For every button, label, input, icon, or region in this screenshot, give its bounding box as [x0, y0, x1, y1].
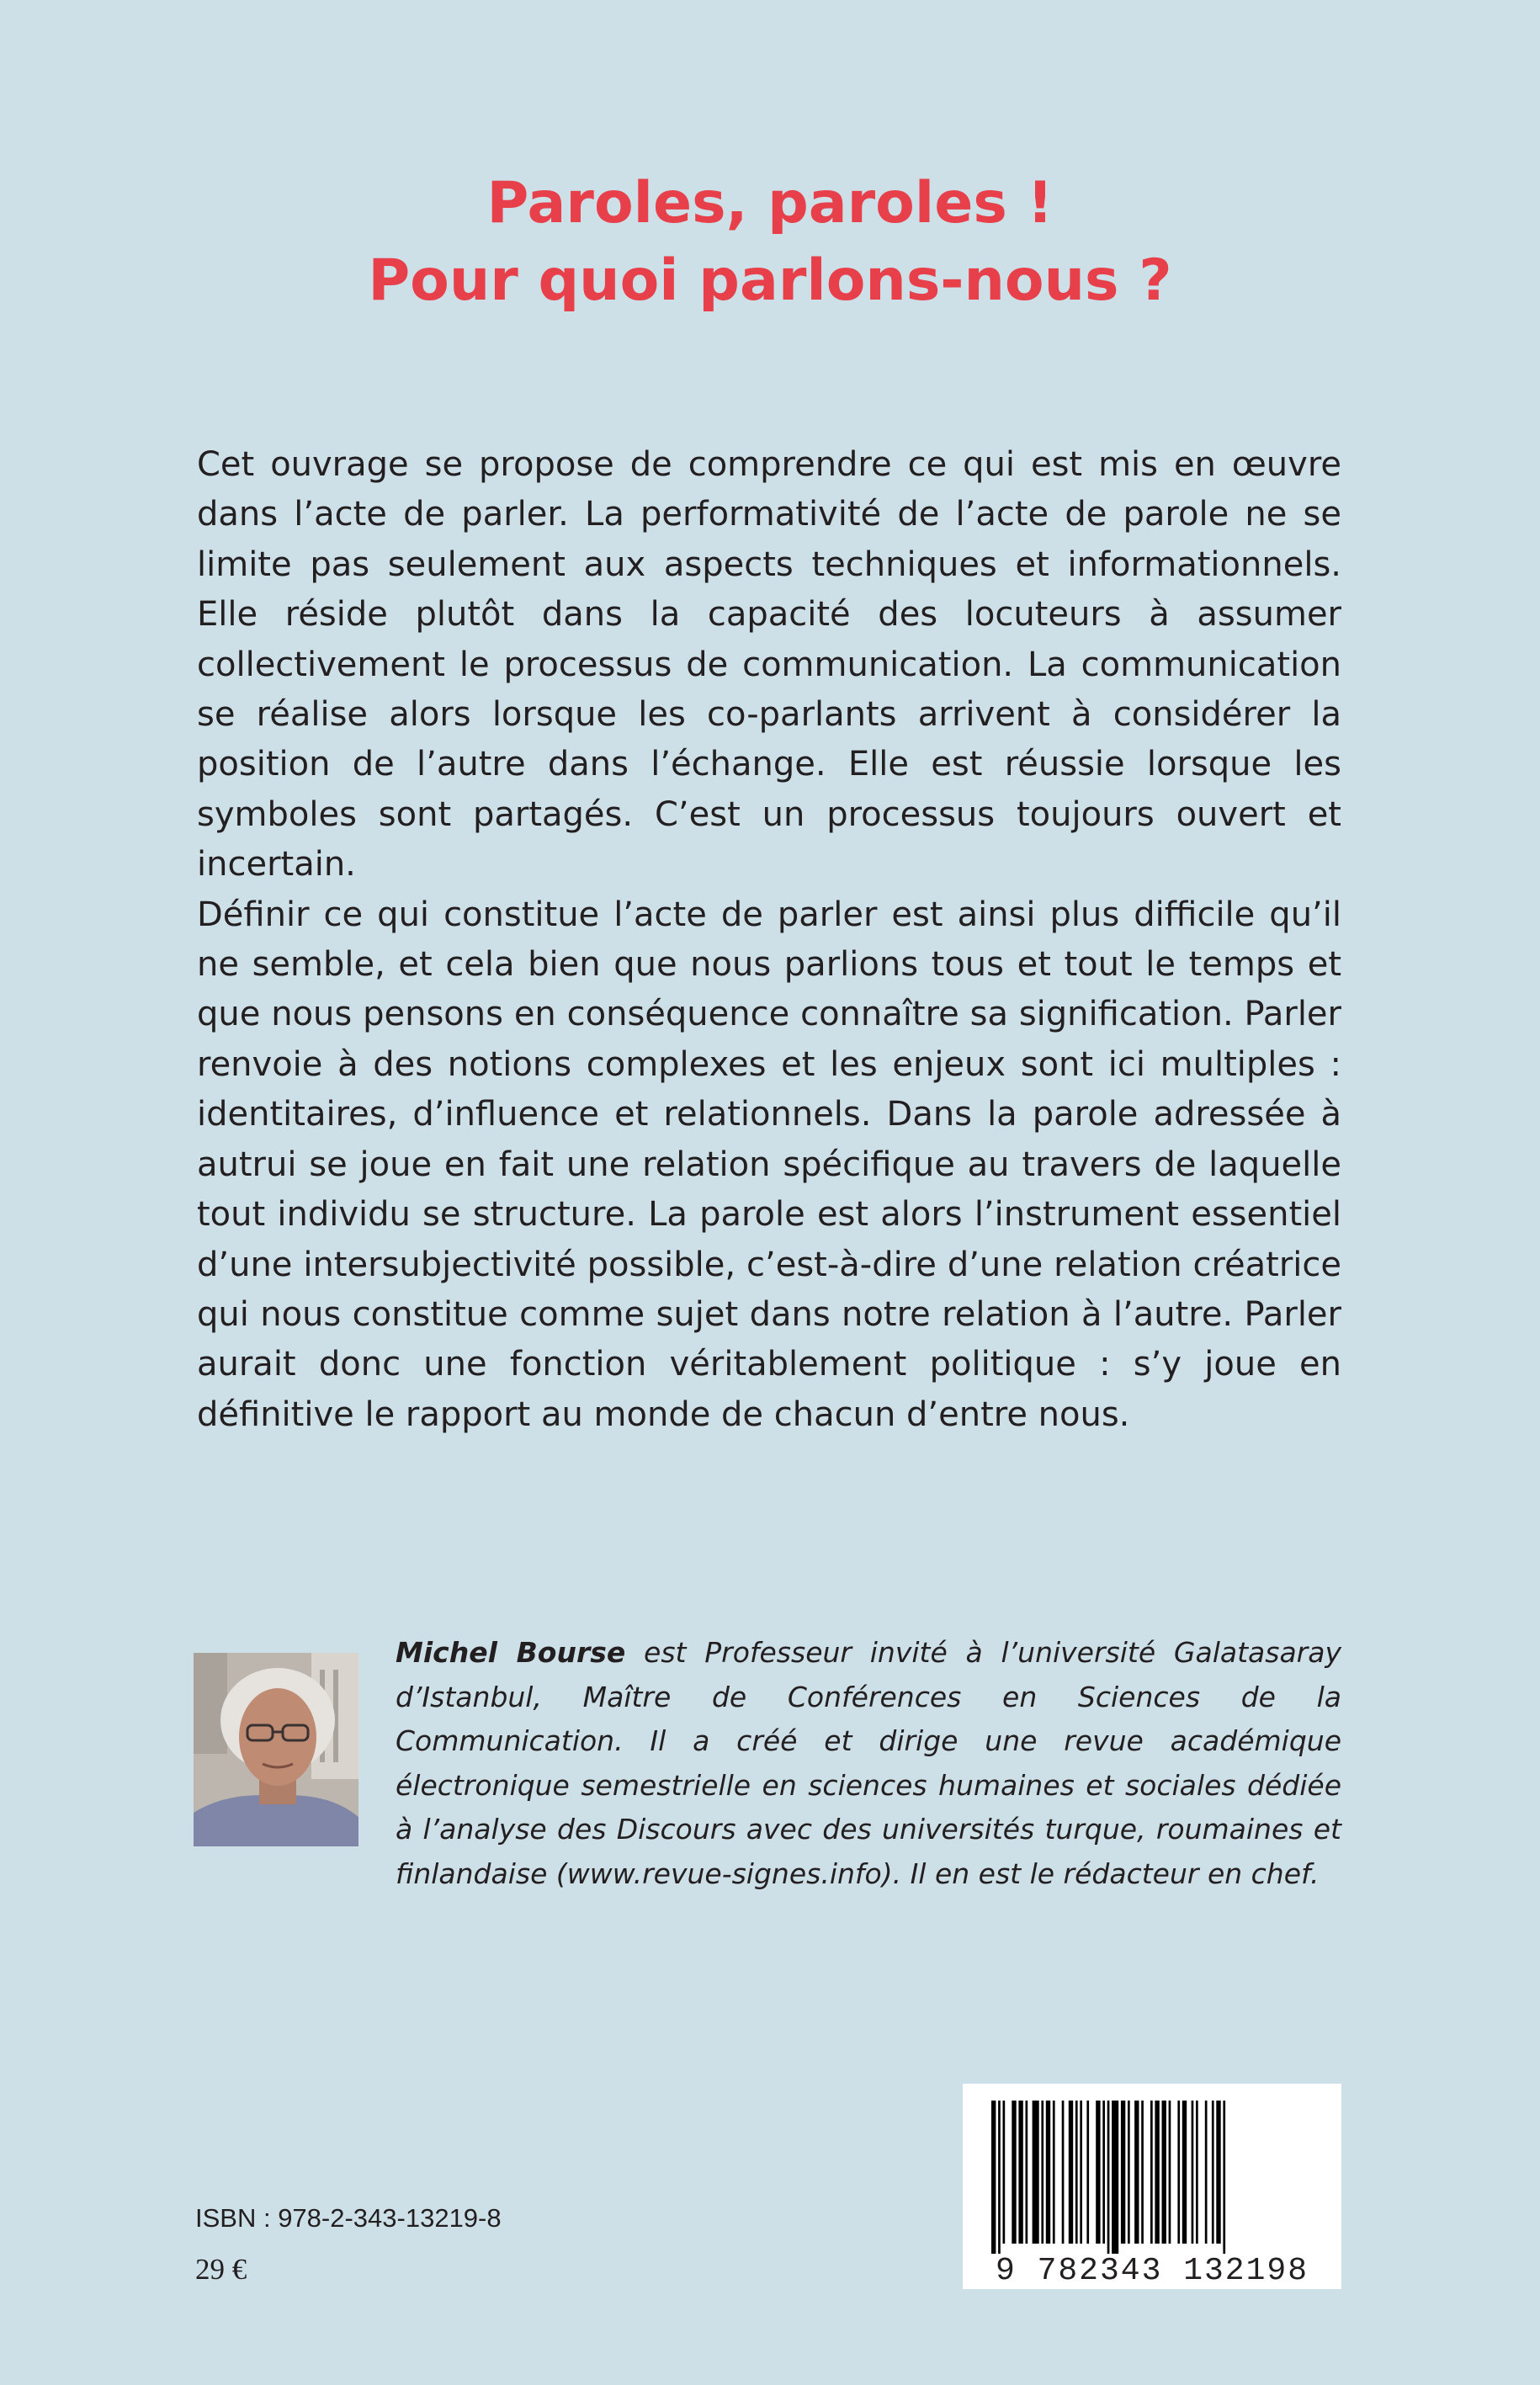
barcode-bar — [1205, 2101, 1208, 2244]
title-line-2: Pour quoi parlons-nous ? — [368, 247, 1172, 314]
barcode-bar — [1134, 2101, 1139, 2244]
barcode-bar — [1026, 2101, 1028, 2244]
price: 29 € — [195, 2253, 247, 2286]
author-bio-text: est Professeur invité à l’université Galatasaray d’Istanbul, Maître de Conférences en Sciences de la Communication. Il a créé et dirige une revue académique électronique semestrielle en sciences humaines et sociales dédiée à l’analyse des Discours avec des universités turque, roumaines et finlandaise (www.revue-signes.info). Il en est le rédacteur en chef. — [396, 1636, 1341, 1890]
barcode-bar — [1018, 2101, 1022, 2244]
barcode-bar — [1112, 2101, 1118, 2254]
barcode-bar — [1212, 2101, 1214, 2244]
barcode-bar — [1003, 2101, 1006, 2244]
barcode-bars — [991, 2101, 1225, 2254]
barcode-digits: 9 782343 132198 — [995, 2253, 1309, 2289]
title-line-1: Paroles, paroles ! — [486, 170, 1054, 236]
author-biography — [396, 1631, 1341, 1896]
barcode-bar — [1012, 2101, 1016, 2244]
isbn: ISBN : 978-2-343-13219-8 — [195, 2203, 502, 2233]
barcode-bar — [1155, 2101, 1159, 2244]
barcode-bar — [1169, 2101, 1171, 2244]
summary-paragraph-2: Définir ce qui constitue l’acte de parler est ainsi plus difficile qu’il ne semble, et cela bien que nous parlions tous et tout le temps et que nous pensons en conséquence connaître sa signification. Parler renvoie à des notions complexes et les enjeux sont ici multiples : identitaires, d’influence et relationnels. Dans la parole adressée à autrui se joue en fait une relation spécifique au travers de laquelle tout individu se structure. La parole est alors l’instrument essentiel d’une intersubjectivité possible, c’est-à-dire d’une relation créatrice qui nous constitue comme sujet dans notre relation à l’autre. Parler aurait donc une fonction véritablement politique : s’y joue en définitive le rapport au monde de chacun d’entre nous. — [197, 895, 1341, 1434]
barcode-bar — [1046, 2101, 1050, 2244]
barcode-bar — [1223, 2101, 1225, 2254]
barcode-bar — [1069, 2101, 1073, 2244]
barcode-bar — [998, 2101, 1001, 2254]
barcode-bar — [1075, 2101, 1078, 2244]
barcode-bar — [1162, 2101, 1166, 2244]
barcode-bar — [1096, 2101, 1100, 2244]
barcode-bar — [1141, 2101, 1144, 2244]
barcode-bar — [1041, 2101, 1043, 2244]
barcode-bar — [1150, 2101, 1153, 2244]
barcode-bar — [1053, 2101, 1055, 2244]
barcode-bar — [1177, 2101, 1180, 2244]
author-photo — [194, 1653, 358, 1846]
barcode-bar — [1192, 2101, 1194, 2244]
barcode-bar — [1216, 2101, 1220, 2244]
barcode-bar — [1196, 2101, 1198, 2244]
barcode-bar — [1033, 2101, 1039, 2244]
barcode-bar — [991, 2101, 996, 2254]
book-title — [0, 165, 1540, 320]
summary-paragraph-1: Cet ouvrage se propose de comprendre ce qui est mis en œuvre dans l’acte de parler. La performativité de l’acte de parole ne se limite pas seulement aux aspects techniques et informationnels. Elle réside plutôt dans la capacité des locuteurs à assumer collectivement le processus de communication. La communication se réalise alors lorsque les co-parlants arrivent à considérer la position de l’autre dans l’échange. Elle est réussie lorsque les symboles sont partagés. C’est un processus toujours ouvert et incertain. — [197, 445, 1341, 884]
barcode-bar — [1107, 2101, 1110, 2254]
barcode — [963, 2084, 1341, 2289]
barcode-bar — [1182, 2101, 1187, 2244]
barcode-bar — [1121, 2101, 1125, 2244]
author-name: Michel Bourse — [396, 1636, 626, 1669]
barcode-bar — [1102, 2101, 1105, 2244]
barcode-bar — [1080, 2101, 1082, 2244]
back-cover-summary — [197, 440, 1341, 1440]
barcode-bar — [1086, 2101, 1089, 2244]
barcode-bar — [1128, 2101, 1130, 2244]
barcode-bar — [1062, 2101, 1065, 2244]
